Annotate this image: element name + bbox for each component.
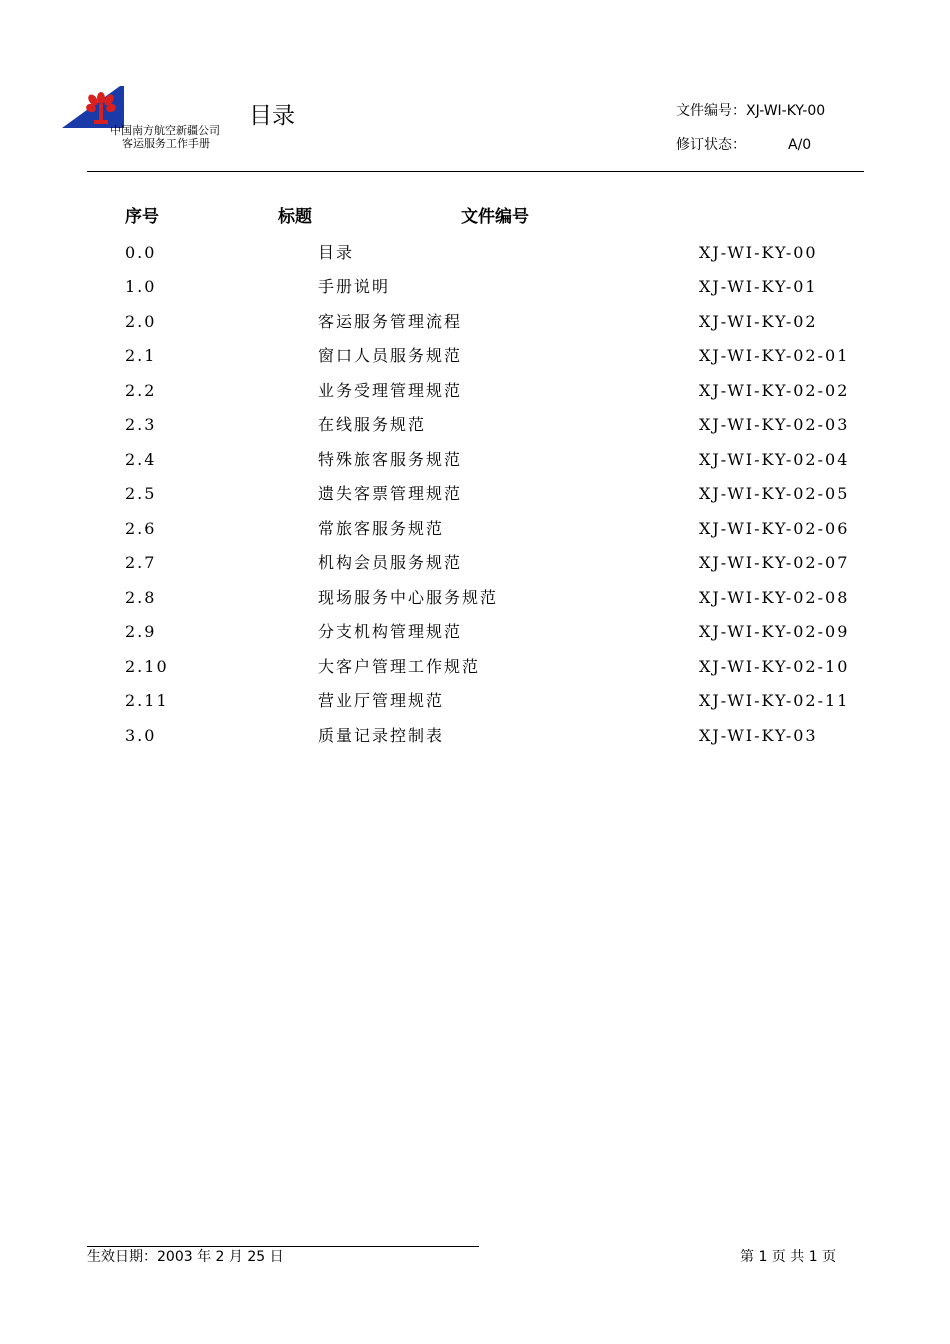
toc-number: 2.7 (125, 553, 157, 572)
toc-number: 2.3 (125, 415, 157, 434)
toc-code: XJ-WI-KY-02-07 (699, 553, 850, 572)
footer-divider (87, 1246, 479, 1247)
toc-number: 2.2 (125, 381, 157, 400)
toc-number: 2.1 (125, 346, 157, 365)
revision-status (676, 137, 811, 153)
toc-code: XJ-WI-KY-02 (699, 312, 818, 331)
toc-row (0, 657, 950, 691)
toc-row (0, 553, 950, 587)
toc-number: 2.6 (125, 519, 157, 538)
revision-value: A/0 (788, 137, 812, 153)
toc-code: XJ-WI-KY-00 (699, 243, 818, 262)
document-number: 文件编号：XJ-WI-KY-00 (676, 103, 826, 119)
toc-title: 质量记录控制表 (318, 726, 445, 745)
toc-row (0, 381, 950, 415)
manual-name: 客运服务工作手册 (122, 137, 210, 150)
toc-row (0, 450, 950, 484)
header-divider (87, 171, 864, 172)
toc-number: 2.4 (125, 450, 157, 469)
page-title: 目录 (249, 103, 295, 129)
toc-title: 业务受理管理规范 (318, 381, 463, 400)
toc-code: XJ-WI-KY-03 (699, 726, 818, 745)
toc-title: 分支机构管理规范 (318, 622, 463, 641)
toc-code: XJ-WI-KY-02-08 (699, 588, 850, 607)
toc-row (0, 243, 950, 277)
toc-row (0, 691, 950, 725)
toc-title: 营业厅管理规范 (318, 691, 445, 710)
toc-number: 2.11 (125, 691, 169, 710)
toc-title: 窗口人员服务规范 (318, 346, 463, 365)
column-header-number: 序号 (125, 207, 159, 227)
toc-row (0, 346, 950, 380)
toc-code: XJ-WI-KY-02-09 (699, 622, 850, 641)
toc-row (0, 415, 950, 449)
toc-number: 2.0 (125, 312, 157, 331)
toc-title: 现场服务中心服务规范 (318, 588, 499, 607)
toc-row (0, 622, 950, 656)
toc-code: XJ-WI-KY-02-02 (699, 381, 850, 400)
toc-row (0, 277, 950, 311)
toc-code: XJ-WI-KY-02-03 (699, 415, 850, 434)
toc-number: 0.0 (125, 243, 157, 262)
toc-number: 2.9 (125, 622, 157, 641)
toc-code: XJ-WI-KY-01 (699, 277, 818, 296)
company-name: 中国南方航空新疆公司 (110, 124, 220, 137)
toc-code: XJ-WI-KY-02-05 (699, 484, 850, 503)
toc-title: 遗失客票管理规范 (318, 484, 463, 503)
toc-title: 手册说明 (318, 277, 391, 296)
effective-date: 生效日期：2003 年 2 月 25 日 (87, 1249, 284, 1265)
toc-number: 1.0 (125, 277, 157, 296)
toc-title: 常旅客服务规范 (318, 519, 445, 538)
toc-title: 目录 (318, 243, 355, 262)
column-header-title: 标题 (278, 207, 312, 227)
toc-code: XJ-WI-KY-02-11 (699, 691, 850, 710)
toc-row (0, 519, 950, 553)
toc-title: 客运服务管理流程 (318, 312, 463, 331)
toc-row (0, 312, 950, 346)
page-number: 第 1 页 共 1 页 (740, 1249, 837, 1265)
toc-title: 大客户管理工作规范 (318, 657, 481, 676)
toc-number: 2.5 (125, 484, 157, 503)
toc-title: 机构会员服务规范 (318, 553, 463, 572)
toc-title: 特殊旅客服务规范 (318, 450, 463, 469)
toc-code: XJ-WI-KY-02-06 (699, 519, 850, 538)
toc-code: XJ-WI-KY-02-04 (699, 450, 850, 469)
toc-row (0, 588, 950, 622)
toc-code: XJ-WI-KY-02-01 (699, 346, 850, 365)
column-header-code: 文件编号 (461, 207, 529, 227)
revision-label: 修订状态： (676, 137, 746, 153)
toc-row (0, 726, 950, 760)
toc-code: XJ-WI-KY-02-10 (699, 657, 850, 676)
toc-number: 3.0 (125, 726, 157, 745)
toc-row (0, 484, 950, 518)
toc-number: 2.10 (125, 657, 169, 676)
toc-number: 2.8 (125, 588, 157, 607)
toc-title: 在线服务规范 (318, 415, 427, 434)
